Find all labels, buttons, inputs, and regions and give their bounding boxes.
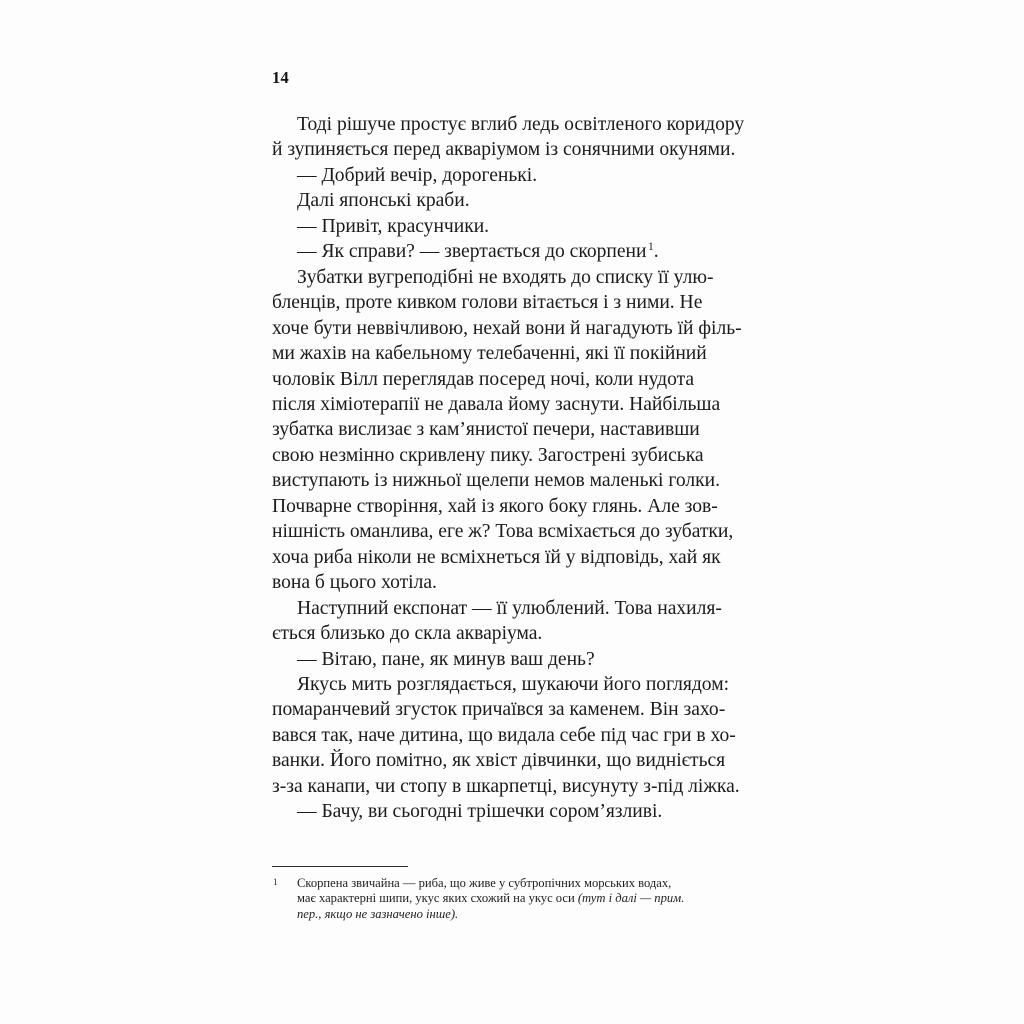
footnote-line <box>297 907 764 922</box>
paragraph <box>272 596 764 647</box>
text-line: Зубатки вугреподібні не входять до списку її улю- <box>297 266 714 288</box>
text-line: ванки. Його помітно, як хвіст дівчинки, що видніється <box>272 750 726 772</box>
text-line: після хіміотерапії не давала йому заснути. Найбільша <box>272 393 721 415</box>
text-line: вався так, наче дитина, що видала себе під час гри в хо- <box>272 724 736 746</box>
text-line: чоловік Вілл переглядав посеред ночі, коли нудота <box>272 368 695 390</box>
text-line: й зупиняється перед акваріумом із сонячними окунями. <box>272 139 736 161</box>
footnote-line <box>297 876 764 891</box>
text-line: Далі японські краби. <box>297 190 470 212</box>
text-line: помаранчевий згусток причаївся за каменем. Він захо- <box>272 699 726 721</box>
text-line: Почварне створіння, хай із якого боку глянь. Але зов- <box>272 495 718 517</box>
footnote-italic-text: пер., якщо не зазначено інше). <box>297 906 459 921</box>
footnote-number: 1 <box>273 877 278 887</box>
text-line: зубатка вислизає з кам’янистої печери, наставивши <box>272 419 700 441</box>
text-line: бленців, проте кивком голови вітається і з ними. Не <box>272 292 703 314</box>
text-line: ється близько до скла акваріума. <box>272 623 543 645</box>
text-line: з-за канапи, чи стопу в шкарпетці, висунуту з-під ліжка. <box>272 775 740 797</box>
text-line: вона б цього хотіла. <box>272 572 437 594</box>
footnote-text: має характерні шипи, укус яких схожий на укус оси <box>297 891 578 906</box>
text-line: — Вітаю, пане, як минув ваш день? <box>297 648 595 670</box>
footnote <box>272 876 764 922</box>
footnote-italic-text: (тут і далі — прим. <box>577 891 685 906</box>
text-line: ми жахів на кабельному телебаченні, які її покійний <box>272 343 707 365</box>
text-line: Якусь мить розглядається, шукаючи його поглядом: <box>297 673 730 695</box>
footnote-reference-marker[interactable]: 1 <box>647 240 654 253</box>
paragraph <box>272 672 764 799</box>
text-line: — Привіт, красунчики. <box>297 215 490 237</box>
page-number: 14 <box>272 68 289 87</box>
paragraph <box>272 265 764 596</box>
text-line: Наступний експонат — її улюблений. Това нахиля- <box>297 597 722 619</box>
body-text-block <box>272 112 764 825</box>
footnote-body <box>297 876 764 922</box>
paragraph <box>272 239 764 264</box>
paragraph <box>272 214 764 239</box>
footnote-line <box>297 891 764 906</box>
text-line: — Добрий вечір, дорогенькі. <box>297 164 538 186</box>
footnote-separator-rule <box>272 866 408 867</box>
text-line: виступають із нижньої щелепи немов маленькі голки. <box>272 470 720 492</box>
paragraph <box>272 799 764 824</box>
text-line: свою незмінно скривлену пику. Загострені зубиська <box>272 444 704 466</box>
text-line: — Бачу, ви сьогодні трішечки сором’язливі. <box>297 801 663 823</box>
footnote-text: Скорпена звичайна — риба, що живе у субтропічних морських водах, <box>297 876 672 890</box>
text-line: хоче бути неввічливою, нехай вони й нагадують їй філь- <box>272 317 742 339</box>
text-line: нішність оманлива, еге ж? Това всміхається до зубатки, <box>272 521 734 543</box>
text-line: Тоді рішуче простує вглиб ледь освітленого коридору <box>297 114 745 135</box>
paragraph <box>272 112 764 163</box>
paragraph <box>272 163 764 188</box>
paragraph <box>272 188 764 213</box>
footnote-area <box>272 866 764 922</box>
footnote-list <box>272 876 764 922</box>
text-line: — Як справи? — звертається до скорпени $^1$. <box>297 240 659 263</box>
paragraph <box>272 647 764 672</box>
text-line: хоча риба ніколи не всміхнеться їй у відповідь, хай як <box>272 546 721 568</box>
